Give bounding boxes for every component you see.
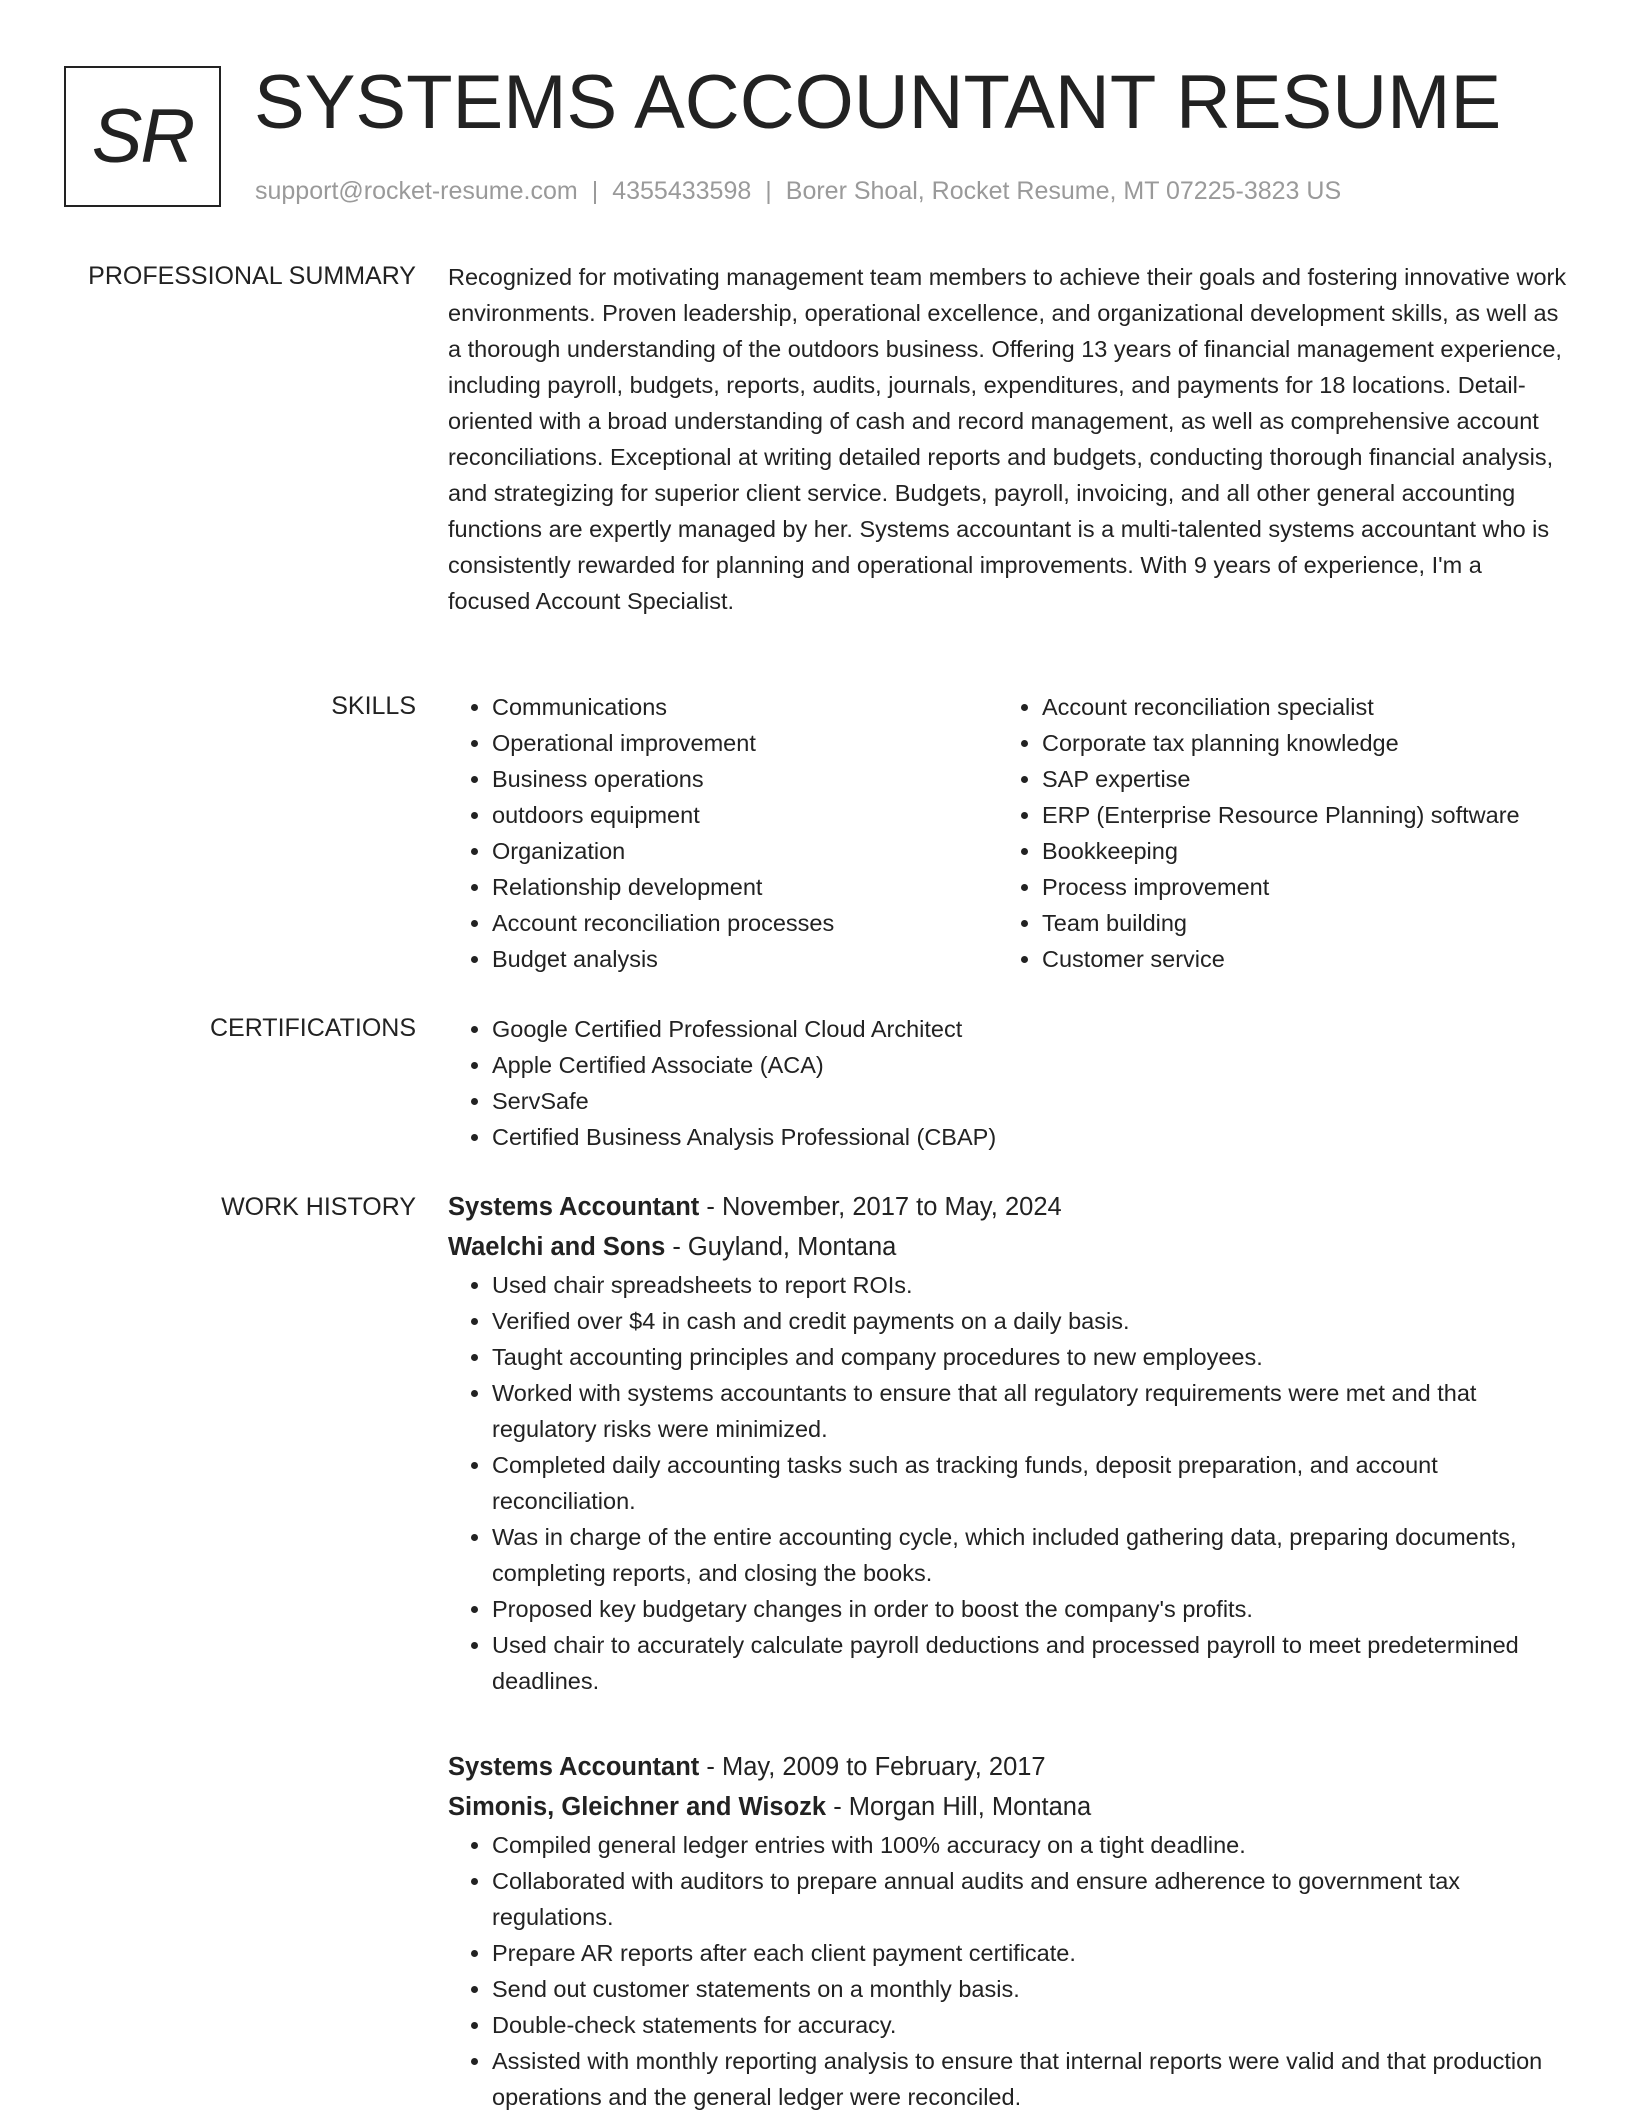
job-title: Systems Accountant xyxy=(448,1193,700,1221)
skill-item: • Relationship development xyxy=(492,869,998,905)
skill-item: • Budget analysis xyxy=(492,941,998,977)
job-bullet: • Compiled general ledger entries with 100% accuracy on a tight deadline. xyxy=(492,1827,1568,1863)
skill-item: • Organization xyxy=(492,833,998,869)
skills-section xyxy=(448,689,1568,977)
job-bullet: • Assisted with monthly reporting analysis to ensure that internal reports were valid and that production operations and the general ledger were reconciled. xyxy=(492,2043,1568,2112)
job-bullet: • Send out customer statements on a monthly basis. xyxy=(492,1971,1568,2007)
job-bullet: • Worked with systems accountants to ensure that all regulatory requirements were met and that regulatory risks were minimized. xyxy=(492,1375,1568,1447)
job-company-line xyxy=(448,1787,1568,1827)
skill-item: • Bookkeeping xyxy=(1042,833,1548,869)
summary-section xyxy=(448,259,1568,619)
job-bullet: • Double-check statements for accuracy. xyxy=(492,2007,1568,2043)
job-title-line xyxy=(448,1187,1568,1227)
resume-title: SYSTEMS ACCOUNTANT RESUME xyxy=(254,60,1502,145)
contact-separator: | xyxy=(591,177,599,205)
skill-item: • Account reconciliation specialist xyxy=(1042,689,1548,725)
skill-item: • Team building xyxy=(1042,905,1548,941)
certification-item: • Google Certified Professional Cloud Architect xyxy=(492,1011,1568,1047)
skills-column-left xyxy=(448,689,998,977)
skill-item: • Operational improvement xyxy=(492,725,998,761)
job-location: - Guyland, Montana xyxy=(665,1233,897,1261)
job-bullet: • Collaborated with auditors to prepare annual audits and ensure adherence to government tax regulations. xyxy=(492,1863,1568,1935)
certifications-section xyxy=(448,1011,1568,1155)
job-entry xyxy=(448,1187,1568,1699)
job-bullets xyxy=(448,1267,1568,1699)
certification-item: • ServSafe xyxy=(492,1083,1568,1119)
job-title-line xyxy=(448,1747,1568,1787)
skill-item: • Business operations xyxy=(492,761,998,797)
contact-line xyxy=(255,175,1341,207)
monogram-badge: SR xyxy=(64,66,221,207)
job-bullet: • Proposed key budgetary changes in order to boost the company's profits. xyxy=(492,1591,1568,1627)
skill-item: • Customer service xyxy=(1042,941,1548,977)
skill-item: • Corporate tax planning knowledge xyxy=(1042,725,1548,761)
job-bullet: • Used chair to accurately calculate payroll deductions and processed payroll to meet predetermined deadlines. xyxy=(492,1627,1568,1699)
certification-item: • Apple Certified Associate (ACA) xyxy=(492,1047,1568,1083)
job-bullets xyxy=(448,1827,1568,2112)
certifications-heading: CERTIFICATIONS xyxy=(209,1014,416,1042)
job-bullet: • Was in charge of the entire accounting cycle, which included gathering data, preparing documents, completing reports, and closing the books. xyxy=(492,1519,1568,1591)
job-bullet: • Taught accounting principles and company procedures to new employees. xyxy=(492,1339,1568,1375)
skills-grid xyxy=(448,689,1568,977)
contact-address: Borer Shoal, Rocket Resume, MT 07225-3823 US xyxy=(785,177,1342,205)
work-history-heading: WORK HISTORY xyxy=(221,1193,416,1221)
certification-item: • Certified Business Analysis Professional (CBAP) xyxy=(492,1119,1568,1155)
job-bullet: • Verified over $4 in cash and credit payments on a daily basis. xyxy=(492,1303,1568,1339)
contact-email: support@rocket-resume.com xyxy=(255,177,578,205)
summary-heading: PROFESSIONAL SUMMARY xyxy=(88,262,416,290)
contact-phone: 4355433598 xyxy=(612,177,752,205)
job-bullet: • Used chair spreadsheets to report ROIs. xyxy=(492,1267,1568,1303)
skill-item: • ERP (Enterprise Resource Planning) software xyxy=(1042,797,1548,833)
job-dates: - May, 2009 to February, 2017 xyxy=(699,1753,1046,1781)
job-company-line xyxy=(448,1227,1568,1267)
job-company: Waelchi and Sons xyxy=(448,1233,666,1261)
skill-item: • outdoors equipment xyxy=(492,797,998,833)
job-title: Systems Accountant xyxy=(448,1753,700,1781)
contact-separator: | xyxy=(765,177,772,205)
skills-column-right xyxy=(998,689,1548,977)
job-location: - Morgan Hill, Montana xyxy=(826,1793,1092,1821)
skills-heading: SKILLS xyxy=(331,692,416,720)
skill-item: • Communications xyxy=(492,689,998,725)
job-bullet: • Completed daily accounting tasks such as tracking funds, deposit preparation, and account reconciliation. xyxy=(492,1447,1568,1519)
skill-item: • Account reconciliation processes xyxy=(492,905,998,941)
job-dates: - November, 2017 to May, 2024 xyxy=(699,1193,1062,1221)
skill-item: • Process improvement xyxy=(1042,869,1548,905)
job-bullet: • Prepare AR reports after each client payment certificate. xyxy=(492,1935,1568,1971)
job-company: Simonis, Gleichner and Wisozk xyxy=(448,1793,827,1821)
skill-item: • SAP expertise xyxy=(1042,761,1548,797)
summary-text: Recognized for motivating management team members to achieve their goals and fostering innovative work environments. Proven leadership, operational excellence, and organizational development skills, as well as a thorough understanding of the outdoors business. Offering 13 years of financial management experience, including payroll, budgets, reports, audits, journals, expenditures, and payments for 18 locations. Detail-oriented with a broad understanding of cash and record management, as well as comprehensive account reconciliations. Exceptional at writing detailed reports and budgets, conducting thorough financial analysis, and strategizing for superior client service. Budgets, payroll, invoicing, and all other general accounting functions are expertly managed by her. Systems accountant is a multi-talented systems accountant who is consistently rewarded for planning and operational improvements. With 9 years of experience, I'm a focused Account Specialist. xyxy=(448,264,1567,614)
job-entry xyxy=(448,1747,1568,2112)
